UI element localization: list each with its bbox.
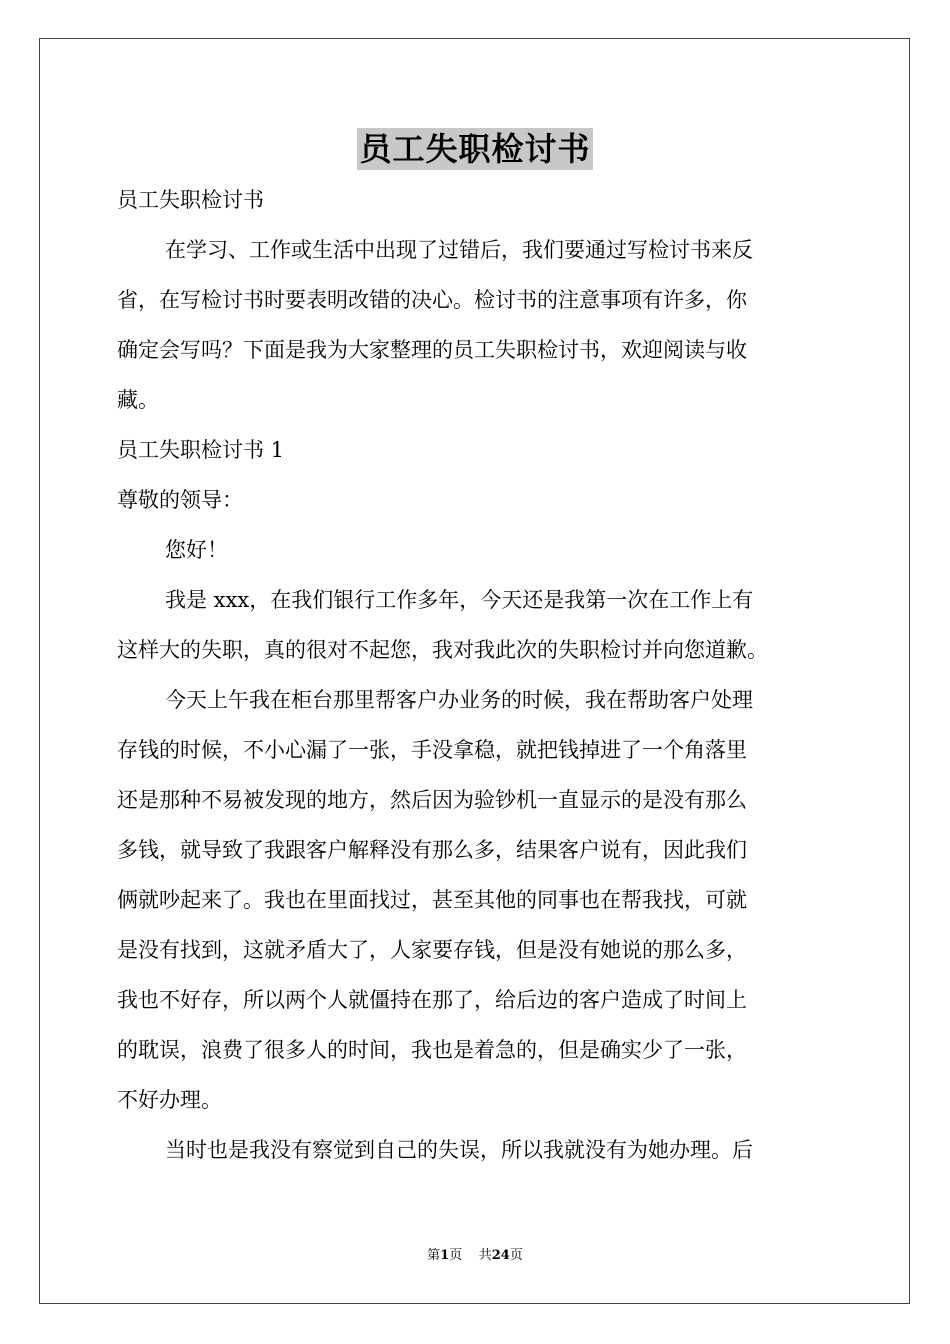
text-line: 不好办理。 xyxy=(117,1088,222,1112)
total-suffix: 页 xyxy=(509,1248,523,1263)
text-line: 多钱，就导致了我跟客户解释没有那么多，结果客户说有，因此我们 xyxy=(117,838,747,862)
text-line: 藏。 xyxy=(117,388,159,412)
text-line: 我也不好存，所以两个人就僵持在那了，给后边的客户造成了时间上 xyxy=(117,988,747,1012)
document-subtitle: 员工失职检讨书 xyxy=(117,188,264,212)
text-line: 这样大的失职，真的很对不起您，我对我此次的失职检讨并向您道歉。 xyxy=(117,638,768,662)
text-line: 我是 xxx，在我们银行工作多年，今天还是我第一次在工作上有 xyxy=(165,588,754,612)
text-line: 还是那种不易被发现的地方，然后因为验钞机一直显示的是没有那么 xyxy=(117,788,747,812)
text-line: 员工失职检讨书 1 xyxy=(117,438,285,462)
total-pages: 24 xyxy=(491,1248,510,1263)
paragraph-lines xyxy=(117,225,837,1175)
text-line: 尊敬的领导： xyxy=(117,488,243,512)
text-line: 在学习、工作或生活中出现了过错后，我们要通过写检讨书来反 xyxy=(165,238,753,262)
text-line: 当时也是我没有察觉到自己的失误，所以我就没有为她办理。后 xyxy=(165,1138,753,1162)
text-line: 存钱的时候，不小心漏了一张，手没拿稳，就把钱掉进了一个角落里 xyxy=(117,738,747,762)
document-body xyxy=(117,175,837,1175)
page-prefix: 第 xyxy=(427,1248,441,1263)
page-number: 1 xyxy=(440,1248,450,1263)
text-line: 确定会写吗？下面是我为大家整理的员工失职检讨书，欢迎阅读与收 xyxy=(117,338,747,362)
total-prefix: 共 xyxy=(478,1248,492,1263)
page-suffix: 页 xyxy=(449,1248,463,1263)
title-wrap xyxy=(0,128,950,170)
text-line: 省，在写检讨书时要表明改错的决心。检讨书的注意事项有许多，你 xyxy=(117,288,747,312)
text-line: 您好！ xyxy=(165,538,228,562)
document-title: 员工失职检讨书 xyxy=(359,130,591,168)
text-line: 是没有找到，这就矛盾大了，人家要存钱，但是没有她说的那么多， xyxy=(117,938,747,962)
text-line: 俩就吵起来了。我也在里面找过，甚至其他的同事也在帮我找，可就 xyxy=(117,888,747,912)
page-footer xyxy=(0,1247,950,1265)
text-line: 今天上午我在柜台那里帮客户办业务的时候，我在帮助客户处理 xyxy=(165,688,753,712)
text-line: 的耽误，浪费了很多人的时间，我也是着急的，但是确实少了一张， xyxy=(117,1038,747,1062)
